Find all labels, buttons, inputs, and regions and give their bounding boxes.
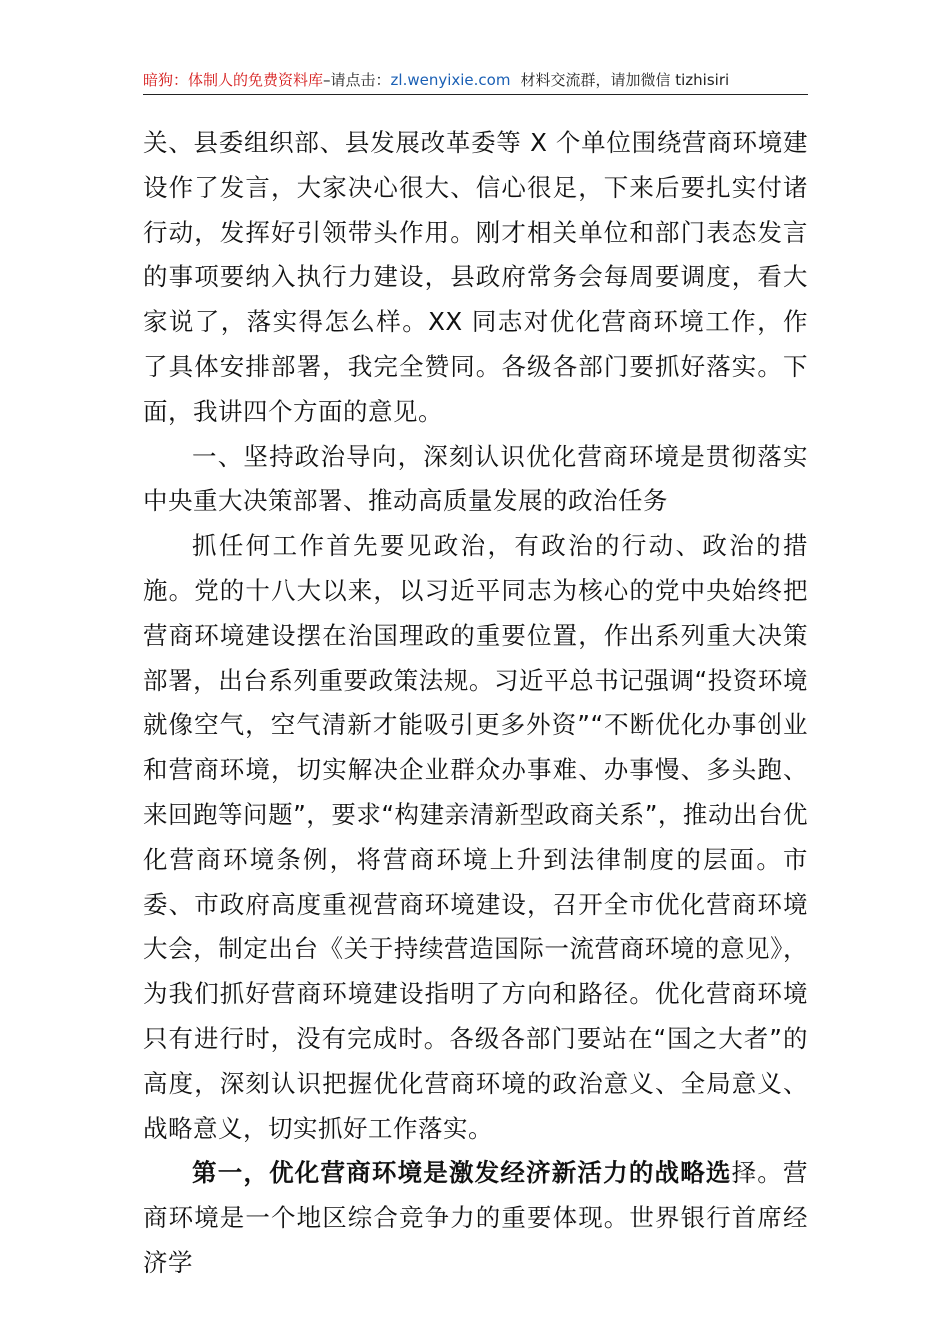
header-group-text: 材料交流群，请加微信 tizhisiri bbox=[520, 71, 730, 89]
paragraph-political-orientation: 抓任何工作首先要见政治，有政治的行动、政治的措施。党的十八大以来，以习近平同志为核心的党中央始终把营商环境建设摆在治国理政的重要位置，作出系列重大决策部署，出台系列重要政策法规。习近平总书记强调“投资环境就像空气，空气清新才能吸引更多外资”“不断优化办事创业和营商环境，切实解决企业群众办事难、办事慢、多头跑、来回跑等问题”，要求“构建亲清新型政商关系”，推动出台优化营商环境条例，将营商环境上升到法律制度的层面。市委、市政府高度重视营商环境建设，召开全市优化营商环境大会，制定出台《关于持续营造国际一流营商环境的意见》，为我们抓好营商环境建设指明了方向和路径。优化营商环境只有进行时，没有完成时。各级各部门要站在“国之大者”的高度，深刻认识把握优化营商环境的政治意义、全局意义、战略意义，切实抓好工作落实。 bbox=[143, 531, 808, 1143]
first-point-lead: 第一，优化营商环境是激发经济新活力的战略选 bbox=[192, 1158, 732, 1188]
header-brand: 暗狗：体制人的免费资料库 bbox=[143, 71, 324, 89]
first-point-body: 择。营商环境是一个地区综合竞争力的重要体现。世界银行首席经济学 bbox=[143, 1158, 809, 1277]
paragraph-first-point bbox=[143, 1151, 808, 1285]
section-heading-one: 一、坚持政治导向，深刻认识优化营商环境是贯彻落实中央重大决策部署、推动高质量发展的政治任务 bbox=[143, 441, 808, 516]
document-body bbox=[143, 121, 808, 1286]
header-click-prompt: –请点击： bbox=[323, 71, 391, 89]
page-header bbox=[143, 66, 808, 95]
paragraph-continuation: 关、县委组织部、县发展改革委等 X 个单位围绕营商环境建设作了发言，大家决心很大、信心很足，下来后要扎实付诸行动，发挥好引领带头作用。刚才相关单位和部门表态发言的事项要纳入执行力建设，县政府常务会每周要调度，看大家说了，落实得怎么样。XX 同志对优化营商环境工作，作了具体安排部署，我完全赞同。各级各部门要抓好落实。下面，我讲四个方面的意见。 bbox=[143, 128, 808, 426]
header-url-link[interactable]: zl.wenyixie.com bbox=[390, 71, 511, 89]
